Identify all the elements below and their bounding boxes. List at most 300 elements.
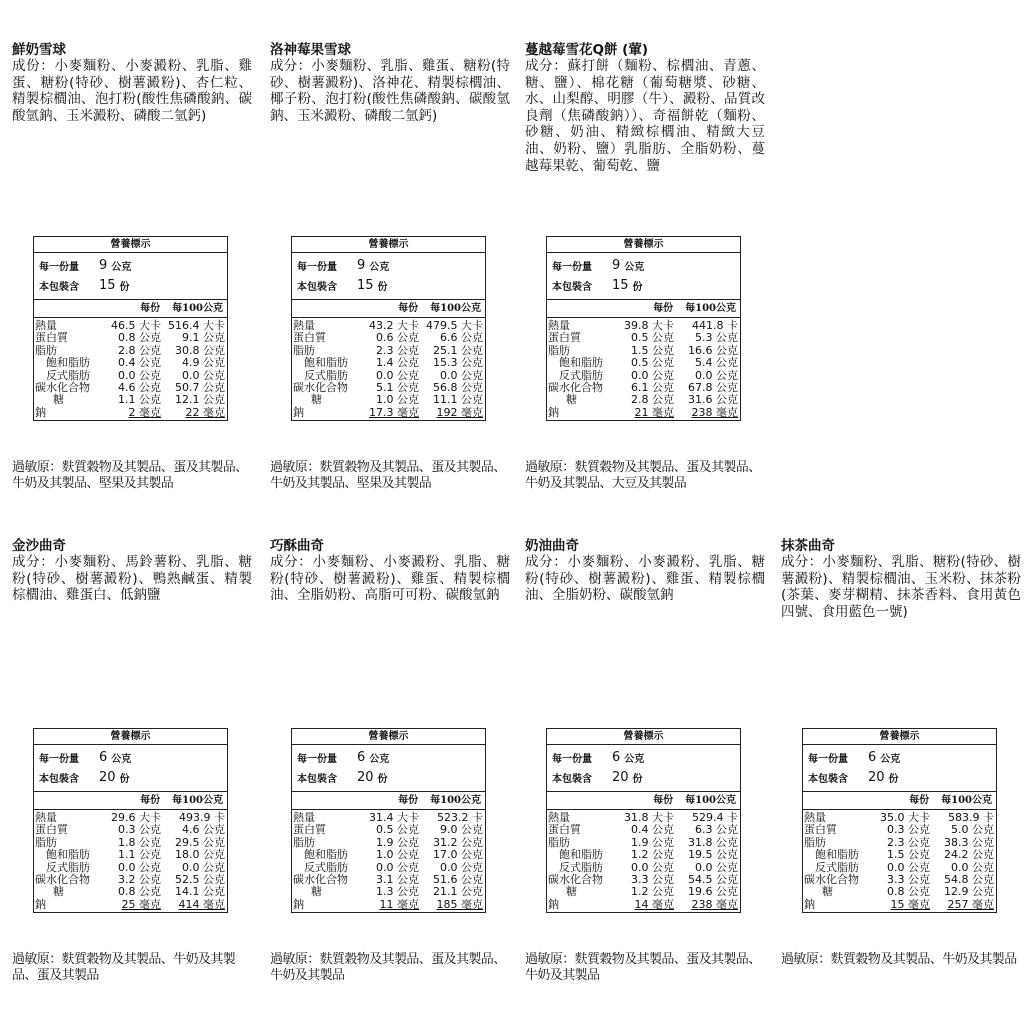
per-serving-value: 0.4 公克 bbox=[631, 823, 674, 837]
nutrient-label: 糖 bbox=[311, 885, 322, 899]
per-100g-value: 414 毫克 bbox=[178, 897, 225, 911]
nutrient-label: 糖 bbox=[566, 885, 577, 899]
nutrient-label: 糖 bbox=[311, 393, 322, 407]
allergen-text: 過敏原：麩質穀物及其製品、蛋及其製品、牛奶及其製品、大豆及其製品 bbox=[525, 460, 761, 491]
servings-value: 20 bbox=[868, 770, 885, 785]
serving-size-unit: 公克 bbox=[624, 754, 645, 765]
serving-size-row bbox=[803, 745, 996, 765]
nutrient-label: 鈉 bbox=[35, 405, 46, 419]
per-serving-value: 0.0 公克 bbox=[887, 860, 930, 874]
per-100g-value: 6.3 公克 bbox=[695, 823, 738, 837]
servings-value: 15 bbox=[99, 278, 116, 293]
nutrition-row bbox=[803, 849, 996, 861]
product-name: 抹茶曲奇 bbox=[781, 538, 835, 554]
per-100g-value: 31.2 公克 bbox=[433, 835, 483, 849]
servings-label: 本包裝含 bbox=[297, 282, 337, 293]
per-serving-value: 1.5 公克 bbox=[887, 848, 930, 862]
nutrient-label: 熱量 bbox=[804, 811, 826, 824]
servings-value: 20 bbox=[357, 770, 374, 785]
serving-size-label: 每一份量 bbox=[297, 262, 337, 273]
nutrient-label: 脂肪 bbox=[804, 835, 826, 849]
serving-size-value: 9 bbox=[99, 258, 108, 273]
per-serving-value: 6.1 公克 bbox=[631, 380, 674, 394]
ingredients-text: 成分：小麥麵粉、小麥澱粉、乳脂、糖粉(特砂、樹薯澱粉)、雞蛋、精製棕櫚油、全脂奶粉、碳酸氫鈉 bbox=[525, 554, 765, 604]
per-serving-value: 15 毫克 bbox=[890, 897, 930, 911]
nutrition-row bbox=[547, 394, 740, 406]
serving-size-row bbox=[292, 745, 485, 765]
nutrient-label: 脂肪 bbox=[548, 343, 570, 357]
per-100g-value: 29.5 公克 bbox=[175, 835, 225, 849]
nutrient-label: 反式脂肪 bbox=[559, 368, 603, 382]
per-100g-value: 19.6 公克 bbox=[688, 885, 738, 899]
servings-value: 15 bbox=[357, 278, 374, 293]
per-100g-value: 0.0 公克 bbox=[182, 368, 225, 382]
ingredients-text: 成分：小麥麵粉、馬鈴薯粉、乳脂、糖粉(特砂、樹薯澱粉)、鴨熟鹹蛋、精製棕櫚油、雞蛋白、低鈉鹽 bbox=[12, 554, 252, 604]
per-serving-value: 3.2 公克 bbox=[118, 872, 161, 886]
serving-size-label: 每一份量 bbox=[39, 262, 79, 273]
nutrition-row bbox=[547, 407, 740, 419]
serving-size-row bbox=[547, 745, 740, 765]
per-serving-value: 4.6 公克 bbox=[118, 380, 161, 394]
nutrition-row bbox=[803, 899, 996, 911]
serving-size-value: 6 bbox=[868, 750, 877, 765]
serving-size-label: 每一份量 bbox=[39, 754, 79, 765]
nutrition-row bbox=[34, 824, 227, 836]
nutrition-table bbox=[33, 236, 228, 421]
per-serving-value: 1.5 公克 bbox=[631, 343, 674, 357]
per-serving-value: 29.6 大卡 bbox=[111, 811, 161, 824]
per-100g-value: 22 毫克 bbox=[185, 405, 225, 419]
per-serving-value: 0.8 公克 bbox=[887, 885, 930, 899]
servings-value: 15 bbox=[612, 278, 629, 293]
per-serving-value: 0.0 公克 bbox=[631, 368, 674, 382]
per-serving-value: 31.8 大卡 bbox=[624, 811, 674, 824]
servings-value: 20 bbox=[612, 770, 629, 785]
serving-size-unit: 公克 bbox=[369, 754, 390, 765]
nutrient-label: 蛋白質 bbox=[548, 331, 581, 345]
nutrient-label: 反式脂肪 bbox=[46, 368, 90, 382]
per-100g-header: 每100公克 bbox=[430, 303, 481, 314]
serving-size-unit: 公克 bbox=[111, 754, 132, 765]
nutrient-label: 脂肪 bbox=[548, 835, 570, 849]
serving-size-unit: 公克 bbox=[111, 262, 132, 273]
per-100g-value: 0.0 公克 bbox=[182, 860, 225, 874]
per-serving-value: 0.0 公克 bbox=[118, 860, 161, 874]
per-100g-value: 523.2 卡 bbox=[437, 811, 483, 824]
per-serving-value: 1.0 公克 bbox=[376, 848, 419, 862]
nutrient-label: 碳水化合物 bbox=[548, 872, 603, 886]
per-serving-header: 每份 bbox=[398, 303, 419, 314]
nutrient-label: 熱量 bbox=[35, 811, 57, 824]
nutrition-row bbox=[292, 332, 485, 344]
servings-label: 本包裝含 bbox=[552, 774, 592, 785]
nutrition-row bbox=[34, 332, 227, 344]
per-100g-header: 每100公克 bbox=[941, 795, 992, 806]
per-serving-value: 1.8 公克 bbox=[118, 835, 161, 849]
nutrition-row bbox=[803, 886, 996, 898]
per-100g-value: 192 毫克 bbox=[436, 405, 483, 419]
nutrient-label: 飽和脂肪 bbox=[304, 356, 348, 370]
nutrient-label: 鈉 bbox=[548, 897, 559, 911]
servings-label: 本包裝含 bbox=[39, 774, 79, 785]
per-serving-value: 31.4 大卡 bbox=[369, 811, 419, 824]
per-100g-value: 6.6 公克 bbox=[440, 331, 483, 345]
nutrition-rows bbox=[34, 318, 227, 420]
per-100g-value: 529.4 卡 bbox=[692, 811, 738, 824]
per-100g-value: 18.0 公克 bbox=[175, 848, 225, 862]
per-100g-value: 38.3 公克 bbox=[944, 835, 994, 849]
per-serving-value: 43.2 大卡 bbox=[369, 319, 419, 332]
product-name: 奶油曲奇 bbox=[525, 538, 579, 554]
nutrient-label: 脂肪 bbox=[293, 835, 315, 849]
product-card bbox=[525, 538, 765, 983]
per-serving-value: 0.0 公克 bbox=[631, 860, 674, 874]
per-100g-value: 54.5 公克 bbox=[688, 872, 738, 886]
nutrient-label: 飽和脂肪 bbox=[559, 356, 603, 370]
servings-row bbox=[292, 273, 485, 293]
per-100g-value: 5.3 公克 bbox=[695, 331, 738, 345]
nutrition-column-header bbox=[547, 791, 740, 810]
nutrition-title: 營養標示 bbox=[34, 237, 227, 253]
allergen-text: 過敏原：麩質穀物及其製品、蛋及其製品、牛奶及其製品 bbox=[270, 952, 506, 983]
per-100g-value: 493.9 卡 bbox=[179, 811, 225, 824]
per-serving-value: 1.0 公克 bbox=[376, 393, 419, 407]
nutrition-rows bbox=[547, 318, 740, 420]
nutrition-row bbox=[547, 824, 740, 836]
nutrition-row bbox=[292, 849, 485, 861]
serving-size-unit: 公克 bbox=[624, 262, 645, 273]
per-serving-value: 25 毫克 bbox=[121, 897, 161, 911]
per-serving-header: 每份 bbox=[140, 303, 161, 314]
per-serving-value: 0.0 公克 bbox=[376, 368, 419, 382]
per-100g-value: 30.8 公克 bbox=[175, 343, 225, 357]
nutrition-column-header bbox=[803, 791, 996, 810]
allergen-text: 過敏原：麩質穀物及其製品、蛋及其製品、牛奶及其製品 bbox=[525, 952, 761, 983]
per-serving-value: 0.4 公克 bbox=[118, 356, 161, 370]
serving-size-label: 每一份量 bbox=[552, 754, 592, 765]
servings-unit: 份 bbox=[119, 774, 130, 785]
per-100g-value: 67.8 公克 bbox=[688, 380, 738, 394]
nutrition-row bbox=[292, 824, 485, 836]
per-100g-value: 31.8 公克 bbox=[688, 835, 738, 849]
nutrient-label: 蛋白質 bbox=[35, 331, 68, 345]
per-100g-value: 5.0 公克 bbox=[951, 823, 994, 837]
per-serving-value: 1.9 公克 bbox=[631, 835, 674, 849]
servings-row bbox=[34, 765, 227, 785]
serving-size-row bbox=[292, 253, 485, 273]
nutrient-label: 碳水化合物 bbox=[293, 872, 348, 886]
nutrition-column-header bbox=[547, 299, 740, 318]
nutrient-label: 飽和脂肪 bbox=[304, 848, 348, 862]
per-100g-value: 257 毫克 bbox=[947, 897, 994, 911]
per-serving-value: 0.8 公克 bbox=[118, 885, 161, 899]
per-100g-header: 每100公克 bbox=[430, 795, 481, 806]
per-serving-header: 每份 bbox=[909, 795, 930, 806]
product-name: 金沙曲奇 bbox=[12, 538, 66, 554]
per-100g-value: 25.1 公克 bbox=[433, 343, 483, 357]
product-name: 洛神莓果雪球 bbox=[270, 42, 351, 58]
servings-row bbox=[547, 765, 740, 785]
nutrition-table bbox=[802, 728, 997, 913]
per-100g-value: 54.8 公克 bbox=[944, 872, 994, 886]
nutrition-column-header bbox=[292, 791, 485, 810]
per-100g-value: 24.2 公克 bbox=[944, 848, 994, 862]
nutrition-row bbox=[34, 899, 227, 911]
per-serving-header: 每份 bbox=[398, 795, 419, 806]
nutrition-title: 營養標示 bbox=[292, 729, 485, 745]
nutrition-row bbox=[34, 886, 227, 898]
product-card bbox=[781, 538, 1021, 967]
nutrition-row bbox=[34, 357, 227, 369]
per-100g-value: 0.0 公克 bbox=[695, 860, 738, 874]
ingredients-text: 成分：小麥麵粉、乳脂、糖粉(特砂、樹薯澱粉)、精製棕櫚油、玉米粉、抹茶粉(茶葉、麥芽糊精、抹茶香料、食用黃色四號、食用藍色一號) bbox=[781, 554, 1021, 620]
ingredients-text: 成分：小麥麵粉、小麥澱粉、乳脂、糖粉(特砂、樹薯澱粉)、雞蛋、精製棕櫚油、全脂奶粉、高脂可可粉、碳酸氫鈉 bbox=[270, 554, 510, 604]
per-100g-value: 479.5 大卡 bbox=[426, 319, 483, 332]
servings-row bbox=[34, 273, 227, 293]
servings-unit: 份 bbox=[377, 774, 388, 785]
servings-label: 本包裝含 bbox=[808, 774, 848, 785]
product-name: 鮮奶雪球 bbox=[12, 42, 66, 58]
servings-unit: 份 bbox=[888, 774, 899, 785]
nutrition-column-header bbox=[34, 791, 227, 810]
per-100g-value: 31.6 公克 bbox=[688, 393, 738, 407]
per-serving-value: 0.3 公克 bbox=[887, 823, 930, 837]
per-serving-value: 0.6 公克 bbox=[376, 331, 419, 345]
per-serving-value: 0.8 公克 bbox=[118, 331, 161, 345]
per-100g-value: 50.7 公克 bbox=[175, 380, 225, 394]
serving-size-value: 6 bbox=[612, 750, 621, 765]
nutrition-rows bbox=[292, 318, 485, 420]
per-serving-value: 3.3 公克 bbox=[631, 872, 674, 886]
nutrient-label: 反式脂肪 bbox=[46, 860, 90, 874]
servings-value: 20 bbox=[99, 770, 116, 785]
nutrition-rows bbox=[547, 810, 740, 912]
per-serving-value: 46.5 大卡 bbox=[111, 319, 161, 332]
per-100g-header: 每100公克 bbox=[685, 795, 736, 806]
per-serving-value: 14 毫克 bbox=[634, 897, 674, 911]
serving-size-value: 6 bbox=[357, 750, 366, 765]
per-serving-value: 0.0 公克 bbox=[118, 368, 161, 382]
per-serving-value: 11 毫克 bbox=[379, 897, 419, 911]
servings-label: 本包裝含 bbox=[297, 774, 337, 785]
product-card bbox=[270, 42, 510, 491]
nutrient-label: 飽和脂肪 bbox=[46, 356, 90, 370]
nutrient-label: 碳水化合物 bbox=[35, 872, 90, 886]
per-serving-value: 35.0 大卡 bbox=[880, 811, 930, 824]
per-serving-value: 3.3 公克 bbox=[887, 872, 930, 886]
nutrient-label: 糖 bbox=[53, 885, 64, 899]
nutrition-column-header bbox=[34, 299, 227, 318]
nutrient-label: 蛋白質 bbox=[35, 823, 68, 837]
per-100g-value: 15.3 公克 bbox=[433, 356, 483, 370]
serving-size-value: 6 bbox=[99, 750, 108, 765]
per-serving-value: 0.5 公克 bbox=[631, 331, 674, 345]
per-100g-value: 238 毫克 bbox=[691, 405, 738, 419]
servings-row bbox=[803, 765, 996, 785]
per-100g-value: 17.0 公克 bbox=[433, 848, 483, 862]
nutrient-label: 鈉 bbox=[804, 897, 815, 911]
per-serving-value: 1.1 公克 bbox=[118, 393, 161, 407]
per-100g-value: 12.1 公克 bbox=[175, 393, 225, 407]
allergen-text: 過敏原：麩質穀物及其製品、蛋及其製品、牛奶及其製品、堅果及其製品 bbox=[270, 460, 506, 491]
per-serving-value: 1.4 公克 bbox=[376, 356, 419, 370]
nutrition-table bbox=[291, 236, 486, 421]
product-card bbox=[12, 538, 252, 983]
per-100g-value: 9.1 公克 bbox=[182, 331, 225, 345]
per-100g-value: 4.6 公克 bbox=[182, 823, 225, 837]
nutrition-title: 營養標示 bbox=[803, 729, 996, 745]
nutrient-label: 糖 bbox=[53, 393, 64, 407]
serving-size-unit: 公克 bbox=[369, 262, 390, 273]
nutrition-column-header bbox=[292, 299, 485, 318]
nutrition-row bbox=[34, 394, 227, 406]
nutrition-row bbox=[547, 332, 740, 344]
serving-size-value: 9 bbox=[612, 258, 621, 273]
per-serving-value: 1.1 公克 bbox=[118, 848, 161, 862]
nutrient-label: 熱量 bbox=[35, 319, 57, 332]
nutrition-row bbox=[292, 886, 485, 898]
per-100g-value: 12.9 公克 bbox=[944, 885, 994, 899]
nutrient-label: 鈉 bbox=[293, 897, 304, 911]
nutrient-label: 鈉 bbox=[548, 405, 559, 419]
product-card bbox=[525, 42, 765, 491]
per-100g-value: 21.1 公克 bbox=[433, 885, 483, 899]
servings-row bbox=[292, 765, 485, 785]
serving-size-row bbox=[547, 253, 740, 273]
servings-unit: 份 bbox=[632, 282, 643, 293]
nutrition-rows bbox=[34, 810, 227, 912]
per-serving-value: 0.5 公克 bbox=[631, 356, 674, 370]
product-name: 巧酥曲奇 bbox=[270, 538, 324, 554]
ingredients-text: 成份：小麥麵粉、小麥澱粉、乳脂、雞蛋、糖粉(特砂、樹薯澱粉)、杏仁粒、精製棕櫚油、泡打粉(酸性焦磷酸鈉、碳酸氫鈉、玉米澱粉、磷酸二氫鈣) bbox=[12, 58, 252, 124]
servings-row bbox=[547, 273, 740, 293]
allergen-text: 過敏原：麩質穀物及其製品、蛋及其製品、牛奶及其製品、堅果及其製品 bbox=[12, 460, 248, 491]
nutrient-label: 鈉 bbox=[35, 897, 46, 911]
per-100g-value: 0.0 公克 bbox=[440, 368, 483, 382]
product-card bbox=[12, 42, 252, 491]
nutrition-rows bbox=[292, 810, 485, 912]
nutrient-label: 熱量 bbox=[293, 811, 315, 824]
per-serving-value: 1.2 公克 bbox=[631, 848, 674, 862]
nutrient-label: 蛋白質 bbox=[293, 823, 326, 837]
serving-size-unit: 公克 bbox=[880, 754, 901, 765]
nutrient-label: 熱量 bbox=[548, 319, 570, 332]
serving-size-label: 每一份量 bbox=[297, 754, 337, 765]
nutrition-table bbox=[291, 728, 486, 913]
serving-size-value: 9 bbox=[357, 258, 366, 273]
per-100g-value: 185 毫克 bbox=[436, 897, 483, 911]
per-100g-value: 11.1 公克 bbox=[433, 393, 483, 407]
nutrient-label: 鈉 bbox=[293, 405, 304, 419]
serving-size-label: 每一份量 bbox=[808, 754, 848, 765]
nutrient-label: 碳水化合物 bbox=[35, 380, 90, 394]
per-100g-value: 52.5 公克 bbox=[175, 872, 225, 886]
per-100g-value: 16.6 公克 bbox=[688, 343, 738, 357]
ingredients-text: 成分：蘇打餅（麵粉、棕櫚油、青蔥、糖、鹽）、棉花糖（葡萄糖漿、砂糖、水、山梨醇、明膠（牛）、澱粉、品質改良劑（焦磷酸鈉））、奇福餅乾（麵粉、砂糖、奶油、精緻棕櫚油、精緻大豆油、奶粉、鹽）乳脂肪、全脂奶粉、蔓越莓果乾、葡萄乾、鹽 bbox=[525, 58, 765, 174]
nutrient-label: 脂肪 bbox=[35, 343, 57, 357]
per-serving-value: 1.2 公克 bbox=[631, 885, 674, 899]
per-100g-value: 441.8 卡 bbox=[692, 319, 738, 332]
nutrition-table bbox=[33, 728, 228, 913]
nutrition-row bbox=[292, 899, 485, 911]
nutrition-row bbox=[547, 849, 740, 861]
nutrition-row bbox=[547, 357, 740, 369]
nutrient-label: 碳水化合物 bbox=[548, 380, 603, 394]
per-100g-value: 0.0 公克 bbox=[951, 860, 994, 874]
servings-unit: 份 bbox=[377, 282, 388, 293]
nutrient-label: 反式脂肪 bbox=[559, 860, 603, 874]
per-100g-value: 56.8 公克 bbox=[433, 380, 483, 394]
per-serving-header: 每份 bbox=[653, 795, 674, 806]
nutrient-label: 飽和脂肪 bbox=[559, 848, 603, 862]
nutrient-label: 蛋白質 bbox=[548, 823, 581, 837]
nutrition-row bbox=[292, 357, 485, 369]
nutrient-label: 反式脂肪 bbox=[304, 368, 348, 382]
nutrition-row bbox=[292, 394, 485, 406]
per-serving-header: 每份 bbox=[653, 303, 674, 314]
servings-label: 本包裝含 bbox=[552, 282, 592, 293]
per-serving-value: 3.1 公克 bbox=[376, 872, 419, 886]
per-serving-value: 0.0 公克 bbox=[376, 860, 419, 874]
nutrition-table bbox=[546, 236, 741, 421]
per-serving-value: 21 毫克 bbox=[634, 405, 674, 419]
serving-size-row bbox=[34, 745, 227, 765]
per-100g-value: 0.0 公克 bbox=[440, 860, 483, 874]
servings-label: 本包裝含 bbox=[39, 282, 79, 293]
nutrition-row bbox=[34, 407, 227, 419]
per-serving-value: 39.8 大卡 bbox=[624, 319, 674, 332]
per-serving-value: 2.3 公克 bbox=[376, 343, 419, 357]
nutrition-title: 營養標示 bbox=[292, 237, 485, 253]
per-serving-header: 每份 bbox=[140, 795, 161, 806]
per-serving-value: 1.9 公克 bbox=[376, 835, 419, 849]
nutrient-label: 碳水化合物 bbox=[293, 380, 348, 394]
per-serving-value: 2 毫克 bbox=[128, 405, 161, 419]
nutrient-label: 糖 bbox=[822, 885, 833, 899]
per-100g-value: 238 毫克 bbox=[691, 897, 738, 911]
nutrition-title: 營養標示 bbox=[547, 729, 740, 745]
per-100g-value: 14.1 公克 bbox=[175, 885, 225, 899]
nutrition-row bbox=[547, 899, 740, 911]
nutrition-table bbox=[546, 728, 741, 913]
per-100g-value: 9.0 公克 bbox=[440, 823, 483, 837]
nutrient-label: 飽和脂肪 bbox=[815, 848, 859, 862]
nutrient-label: 熱量 bbox=[293, 319, 315, 332]
nutrition-title: 營養標示 bbox=[34, 729, 227, 745]
per-100g-value: 583.9 卡 bbox=[948, 811, 994, 824]
nutrient-label: 脂肪 bbox=[293, 343, 315, 357]
per-serving-value: 0.3 公克 bbox=[118, 823, 161, 837]
nutrient-label: 脂肪 bbox=[35, 835, 57, 849]
nutrition-row bbox=[803, 824, 996, 836]
allergen-text: 過敏原：麩質穀物及其製品、牛奶及其製品、蛋及其製品 bbox=[12, 952, 236, 983]
per-100g-value: 0.0 公克 bbox=[695, 368, 738, 382]
nutrition-row bbox=[547, 886, 740, 898]
per-serving-value: 1.3 公克 bbox=[376, 885, 419, 899]
nutrient-label: 碳水化合物 bbox=[804, 872, 859, 886]
per-serving-value: 17.3 毫克 bbox=[369, 405, 419, 419]
servings-unit: 份 bbox=[632, 774, 643, 785]
servings-unit: 份 bbox=[119, 282, 130, 293]
per-100g-header: 每100公克 bbox=[172, 303, 223, 314]
per-serving-value: 0.5 公克 bbox=[376, 823, 419, 837]
per-serving-value: 2.8 公克 bbox=[118, 343, 161, 357]
nutrient-label: 蛋白質 bbox=[293, 331, 326, 345]
per-100g-value: 516.4 大卡 bbox=[168, 319, 225, 332]
nutrition-rows bbox=[803, 810, 996, 912]
per-100g-value: 4.9 公克 bbox=[182, 356, 225, 370]
nutrient-label: 反式脂肪 bbox=[815, 860, 859, 874]
